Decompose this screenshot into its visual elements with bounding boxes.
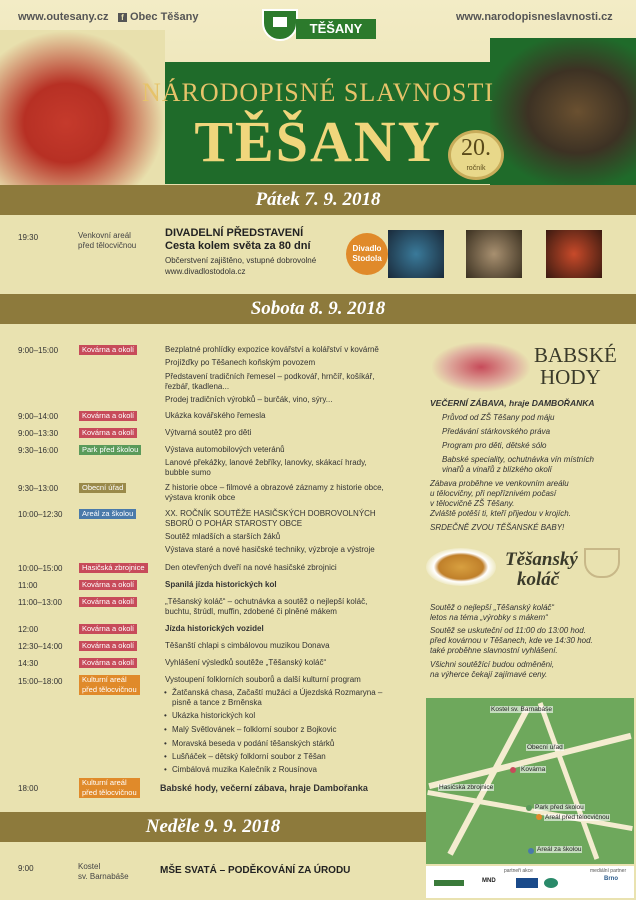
kolac-text: Soutěž se uskuteční od 11:00 do 13:00 hod. (430, 626, 586, 635)
header (0, 0, 636, 185)
program-item: • Malý Světlovánek – folklorní soubor z Bojkovic (172, 725, 337, 734)
place-tag: Kovárna a okolí (79, 411, 137, 421)
place-line: před tělocvičnou (82, 685, 137, 694)
time-cell: 15:00–18:00 (18, 677, 63, 686)
title-line: koláč (517, 569, 560, 590)
babske-note: Zábava proběhne ve venkovním areálu (430, 479, 569, 488)
day-heading-saturday: Sobota 8. 9. 2018 (0, 294, 636, 324)
coffee-cup-icon (584, 548, 620, 578)
kolac-text: letos na téma „výrobky s mákem“ (430, 613, 548, 622)
friday-place (78, 231, 136, 251)
badge-line: Stodola (352, 254, 382, 263)
place-line: sv. Barnabáše (78, 872, 129, 881)
event-line: bubble sumo (165, 468, 211, 477)
time-cell: 10:00–12:30 (18, 510, 63, 519)
babske-note: u tělocvičny, při nepříznivém počasí (430, 489, 557, 498)
place-line: před tělocvičnou (78, 241, 137, 250)
place-line: Kostel (78, 862, 101, 871)
badge-line: Divadlo (352, 244, 382, 253)
time-cell: 14:30 (18, 659, 39, 668)
babske-item: Předávání stárkovského práva (442, 427, 551, 436)
media-partner-logo-brno: Brno (604, 876, 618, 882)
babske-item: Program pro děti, dětské sólo (442, 441, 547, 450)
village-title: TĚŠANY (194, 109, 442, 174)
babske-invite: SRDEČNĚ ZVOU TĚŠANSKÉ BABY! (430, 523, 565, 532)
partner-logo-mnd: MND (482, 878, 496, 884)
map-road (428, 733, 631, 789)
babske-item: vinařů a vinařů z blízkého okolí (442, 465, 552, 474)
kolac-text: před kovárnou v Těšanech, kde ve 14:30 hod. (430, 636, 593, 645)
map-road (538, 702, 599, 860)
program-item-cont: pisně a tance z Brněnska (172, 698, 262, 707)
event-line: Projížďky po Těšanech koňským povozem (165, 358, 316, 367)
event-line: Ukázka kovářského řemesla (165, 411, 266, 420)
event-line: Výstava automobilových veteránů (165, 445, 285, 454)
partners-label: partneři akce (504, 868, 533, 874)
program-item: • Cimbálová muzika Kalečník z Rousínova (172, 765, 317, 774)
event-line: Výstava staré a nové hasičské techniky, výzbroje a výstroje (165, 545, 375, 554)
map-label-kovarna: Kovárna (521, 766, 546, 773)
time-cell: 11:00–13:00 (18, 598, 62, 607)
website-link-right[interactable]: www.narodopisneslavnosti.cz (456, 11, 613, 23)
theatre-photo-1 (388, 230, 444, 278)
cake-photo (426, 548, 496, 586)
time-cell: 12:30–14:00 (18, 642, 63, 651)
event-line: buchtu, štrúdl, muffin, zdobené či plněné mákem (165, 607, 337, 616)
time-cell: 10:00–15:00 (18, 564, 63, 573)
friday-note: Občerstvení zajištěno, vstupné dobrovolné (165, 256, 317, 265)
event-line: Prodej tradičních výrobků – burčák, vino, sýry... (165, 395, 333, 404)
event-line: Těšanští chlapi s cimbálovou muzikou Donava (165, 641, 330, 650)
place-line: před tělocvičnou (82, 788, 137, 797)
map-label-kostel: Kostel sv. Barnabáše (491, 706, 552, 713)
logo-text: TĚŠANY (296, 19, 376, 39)
place-tag: Areál za školou (79, 509, 136, 519)
map-pin-icon[interactable] (528, 848, 534, 854)
event-line: XX. ROČNÍK SOUTĚŽE HASIČSKÝCH DOBROVOLNÝCH (165, 509, 376, 518)
map-label-park: Park před školou (535, 804, 584, 811)
festival-title: NÁRODOPISNÉ SLAVNOSTI (141, 78, 495, 107)
event-line: „Těšanský koláč“ – ochutnávka a soutěž o nejlepší koláč, (165, 597, 368, 606)
time-cell: 9:00–13:30 (18, 429, 59, 438)
folk-dancers-photo (432, 342, 530, 392)
partner-logo (544, 878, 558, 888)
divadlo-stodola-badge (346, 233, 388, 275)
map-pin-icon[interactable] (536, 814, 542, 820)
village-map[interactable] (426, 698, 634, 864)
day-heading-friday: Pátek 7. 9. 2018 (0, 185, 636, 215)
place-line: Venkovní areál (78, 231, 131, 240)
event-line: výstava kronik obce (165, 493, 236, 502)
title-line: HODY (540, 365, 601, 389)
map-label-areal-telocvicna: Areál před tělocvičnou (545, 814, 610, 821)
time-cell: 18:00 (18, 784, 39, 793)
event-line: Den otevřených dveří na nové hasičské zbrojnici (165, 563, 337, 572)
place-tag: Hasičská zbrojnice (79, 563, 148, 573)
event-line: Spanilá jízda historických kol (165, 580, 277, 589)
time-cell: 9:00–14:00 (18, 412, 59, 421)
event-line: Lanové překážky, lanové žebříky, lanovky, skákací hrady, (165, 458, 367, 467)
time-cell: 11:00 (18, 581, 38, 590)
kolac-title (505, 550, 578, 590)
event-line: Jízda historických vozidel (165, 624, 264, 633)
sunday-time: 9:00 (18, 864, 34, 873)
place-tag: Kovárna a okolí (79, 624, 137, 634)
event-line: Z historie obce – filmové a obrazové záznamy z historie obce, (165, 483, 384, 492)
website-link-left[interactable]: www.outesany.cz (18, 11, 109, 23)
babske-note: v tělocvičně ZŠ Těšany. (430, 499, 515, 508)
program-item: • Žatčanská chasa, Začaští mužáci a Újezdská Rozmaryna – (172, 688, 382, 697)
friday-title: DIVADELNÍ PŘEDSTAVENÍ (165, 227, 304, 239)
badge-label: ročník (466, 165, 486, 172)
event-line: Představení tradičních řemesel – podkovář, hrnčíř, košíkář, (165, 372, 375, 381)
friday-web[interactable]: www.divadlostodola.cz (165, 267, 246, 276)
time-cell: 9:00–15:00 (18, 346, 59, 355)
media-partner-label: mediální partner (590, 868, 627, 874)
kolac-text: Soutěž o nejlepší „Těšanský koláč“ (430, 603, 555, 612)
sunday-place (78, 862, 129, 882)
babske-item: Babské speciality, ochutnávka vín místních (442, 455, 594, 464)
event-line: řezbář, tkadlena... (165, 382, 230, 391)
friday-time: 19:30 (18, 233, 39, 242)
event-line: Výtvarná soutěž pro děti (165, 428, 252, 437)
place-tag: Kovárna a okolí (79, 345, 137, 355)
event-line: Babské hody, večerní zábava, hraje Dambořanka (160, 783, 368, 793)
babske-hody-title (534, 344, 634, 388)
program-item: • Moravská beseda v podání těšanských stárků (172, 739, 334, 748)
event-line: Vystoupení folklorních souborů a další kulturní program (165, 675, 361, 684)
day-heading-sunday: Neděle 9. 9. 2018 (0, 812, 426, 842)
title-line: Těšanský (505, 549, 578, 570)
kolac-text: také proběhne slavnostní vyhlášení. (430, 646, 558, 655)
event-line: SBORŮ O POHÁR STAROSTY OBCE (165, 519, 303, 528)
sunday-title: MŠE SVATÁ – PODĚKOVÁNÍ ZA ÚRODU (160, 865, 351, 876)
place-tag: Kovárna a okolí (79, 597, 137, 607)
place-tag: Kovárna a okolí (79, 658, 137, 668)
place-tag: Kovárna a okolí (79, 580, 137, 590)
partner-logo (516, 878, 538, 888)
map-pin-icon[interactable] (510, 767, 516, 773)
program-item: • Ukázka historických kol (172, 711, 255, 720)
kolac-text: Všichni soutěžící budou odměněni, (430, 660, 555, 669)
place-tag (79, 675, 140, 695)
friday-subtitle: Cesta kolem světa za 80 dní (165, 240, 311, 252)
time-cell: 9:30–13:00 (18, 484, 59, 493)
event-line: Bezplatné prohlídky expozice kovářství a kolářství v kovárně (165, 345, 379, 354)
theatre-photo-2 (466, 230, 522, 278)
map-label-hasicska: Hasičská zbrojnice (439, 784, 494, 791)
place-tag: Kovárna a okolí (79, 428, 137, 438)
babske-heading: VEČERNÍ ZÁBAVA, hraje DAMBOŘANKA (430, 398, 595, 408)
facebook-link[interactable] (118, 11, 198, 23)
title-line: BABSKÉ (534, 343, 617, 367)
place-line: Kulturní areál (82, 778, 127, 787)
kolac-text: na výherce čekají zajímavé ceny. (430, 670, 548, 679)
map-pin-icon[interactable] (526, 805, 532, 811)
badge-number: 20. (461, 135, 491, 161)
place-tag: Obecní úřad (79, 483, 126, 493)
event-line: Vyhlášení výsledků soutěže „Těšanský koláč“ (165, 658, 327, 667)
map-label-areal-skola: Areál za školou (537, 846, 582, 853)
coat-of-arms-icon (262, 9, 298, 41)
map-label-obecni-urad: Obecní úřad (527, 744, 563, 751)
partner-logo (434, 880, 464, 886)
babske-item: Průvod od ZŠ Těšany pod máju (442, 413, 555, 422)
place-tag (79, 778, 140, 798)
place-tag: Kovárna a okolí (79, 641, 137, 651)
event-line: Soutěž mladších a starších žáků (165, 532, 281, 541)
partners-strip (426, 866, 634, 898)
time-cell: 12:00 (18, 625, 39, 634)
facebook-icon: f (118, 13, 127, 22)
place-tag: Park před školou (79, 445, 141, 455)
program-item: • Lušňáček – dětský folklorní soubor z Těšan (172, 752, 326, 761)
anniversary-badge (448, 130, 504, 180)
place-line: Kulturní areál (82, 675, 127, 684)
time-cell: 9:30–16:00 (18, 446, 59, 455)
babske-note: Zvláště potěší ti, kteří přijedou v krojích. (430, 509, 571, 518)
theatre-photo-3 (546, 230, 602, 278)
facebook-label: Obec Těšany (130, 11, 199, 23)
tesany-logo (262, 9, 380, 41)
